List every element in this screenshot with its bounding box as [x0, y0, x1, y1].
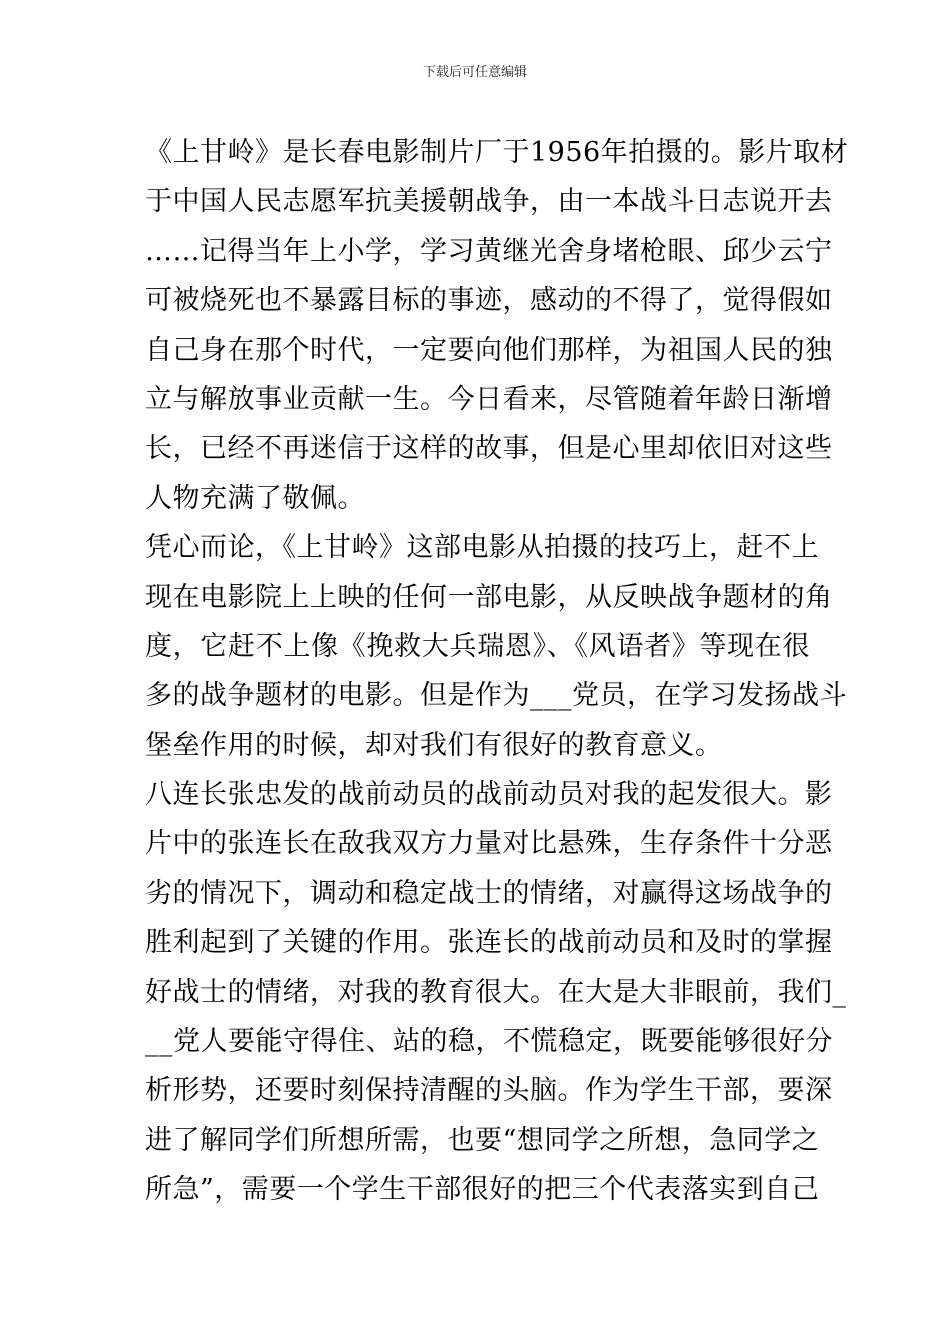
paragraph-3	[145, 770, 847, 1215]
text-line: 现在电影院上上映的任何一部电影，从反映战争题材的角	[145, 581, 833, 613]
text-line: __党人要能守得住、站的稳，不慌稳定，既要能够很好分	[145, 1026, 833, 1058]
text-line: 立与解放事业贡献一生。今日看来，尽管随着年龄日渐增	[145, 383, 833, 415]
paragraph-2	[145, 523, 847, 770]
text-line: 进了解同学们所想所需，也要“想同学之所想，急同学之	[145, 1124, 820, 1156]
text-line: 人物充满了敬佩。	[145, 482, 365, 514]
text-line: 度，它赶不上像《挽救大兵瑞恩》、《风语者》等现在很	[145, 630, 810, 662]
page-header: 下载后可任意编辑	[422, 65, 527, 80]
text-line: 长，已经不再迷信于这样的故事，但是心里却依旧对这些	[145, 433, 833, 465]
text-line: 堡垒作用的时候，却对我们有很好的教育意义。	[145, 729, 723, 761]
paragraph-1	[145, 128, 849, 523]
text-line: 于中国人民志愿军抗美援朝战争，由一本战斗日志说开去	[145, 186, 833, 218]
text-line: 析形势，还要时刻保持清醒的头脑。作为学生干部，要深	[145, 1075, 833, 1107]
text-line: 所急”，需要一个学生干部很好的把三个代表落实到自己	[145, 1174, 820, 1206]
document-body	[145, 128, 849, 1215]
text-line: ……记得当年上小学，学习黄继光舍身堵枪眼、邱少云宁	[145, 235, 833, 267]
text-line: 自己身在那个时代，一定要向他们那样，为祖国人民的独	[145, 334, 833, 366]
text-line: 好战士的情绪，对我的教育很大。在大是大非眼前，我们_	[145, 976, 847, 1008]
text-line: 《上甘岭》是长春电影制片厂于1956年拍摄的。影片取材	[145, 137, 849, 168]
text-line: 胜利起到了关键的作用。张连长的战前动员和及时的掌握	[145, 927, 833, 959]
text-line: 片中的张连长在敌我双方力量对比悬殊，生存条件十分恶	[145, 828, 833, 860]
text-line: 八连长张忠发的战前动员的战前动员对我的起发很大。影	[145, 779, 833, 811]
text-line: 多的战争题材的电影。但是作为___党员，在学习发扬战斗	[145, 680, 847, 712]
text-line: 可被烧死也不暴露目标的事迹，感动的不得了，觉得假如	[145, 285, 833, 317]
text-line: 劣的情况下，调动和稳定战士的情绪，对赢得这场战争的	[145, 877, 833, 909]
text-line: 凭心而论，《上甘岭》这部电影从拍摄的技巧上，赶不上	[145, 532, 819, 564]
